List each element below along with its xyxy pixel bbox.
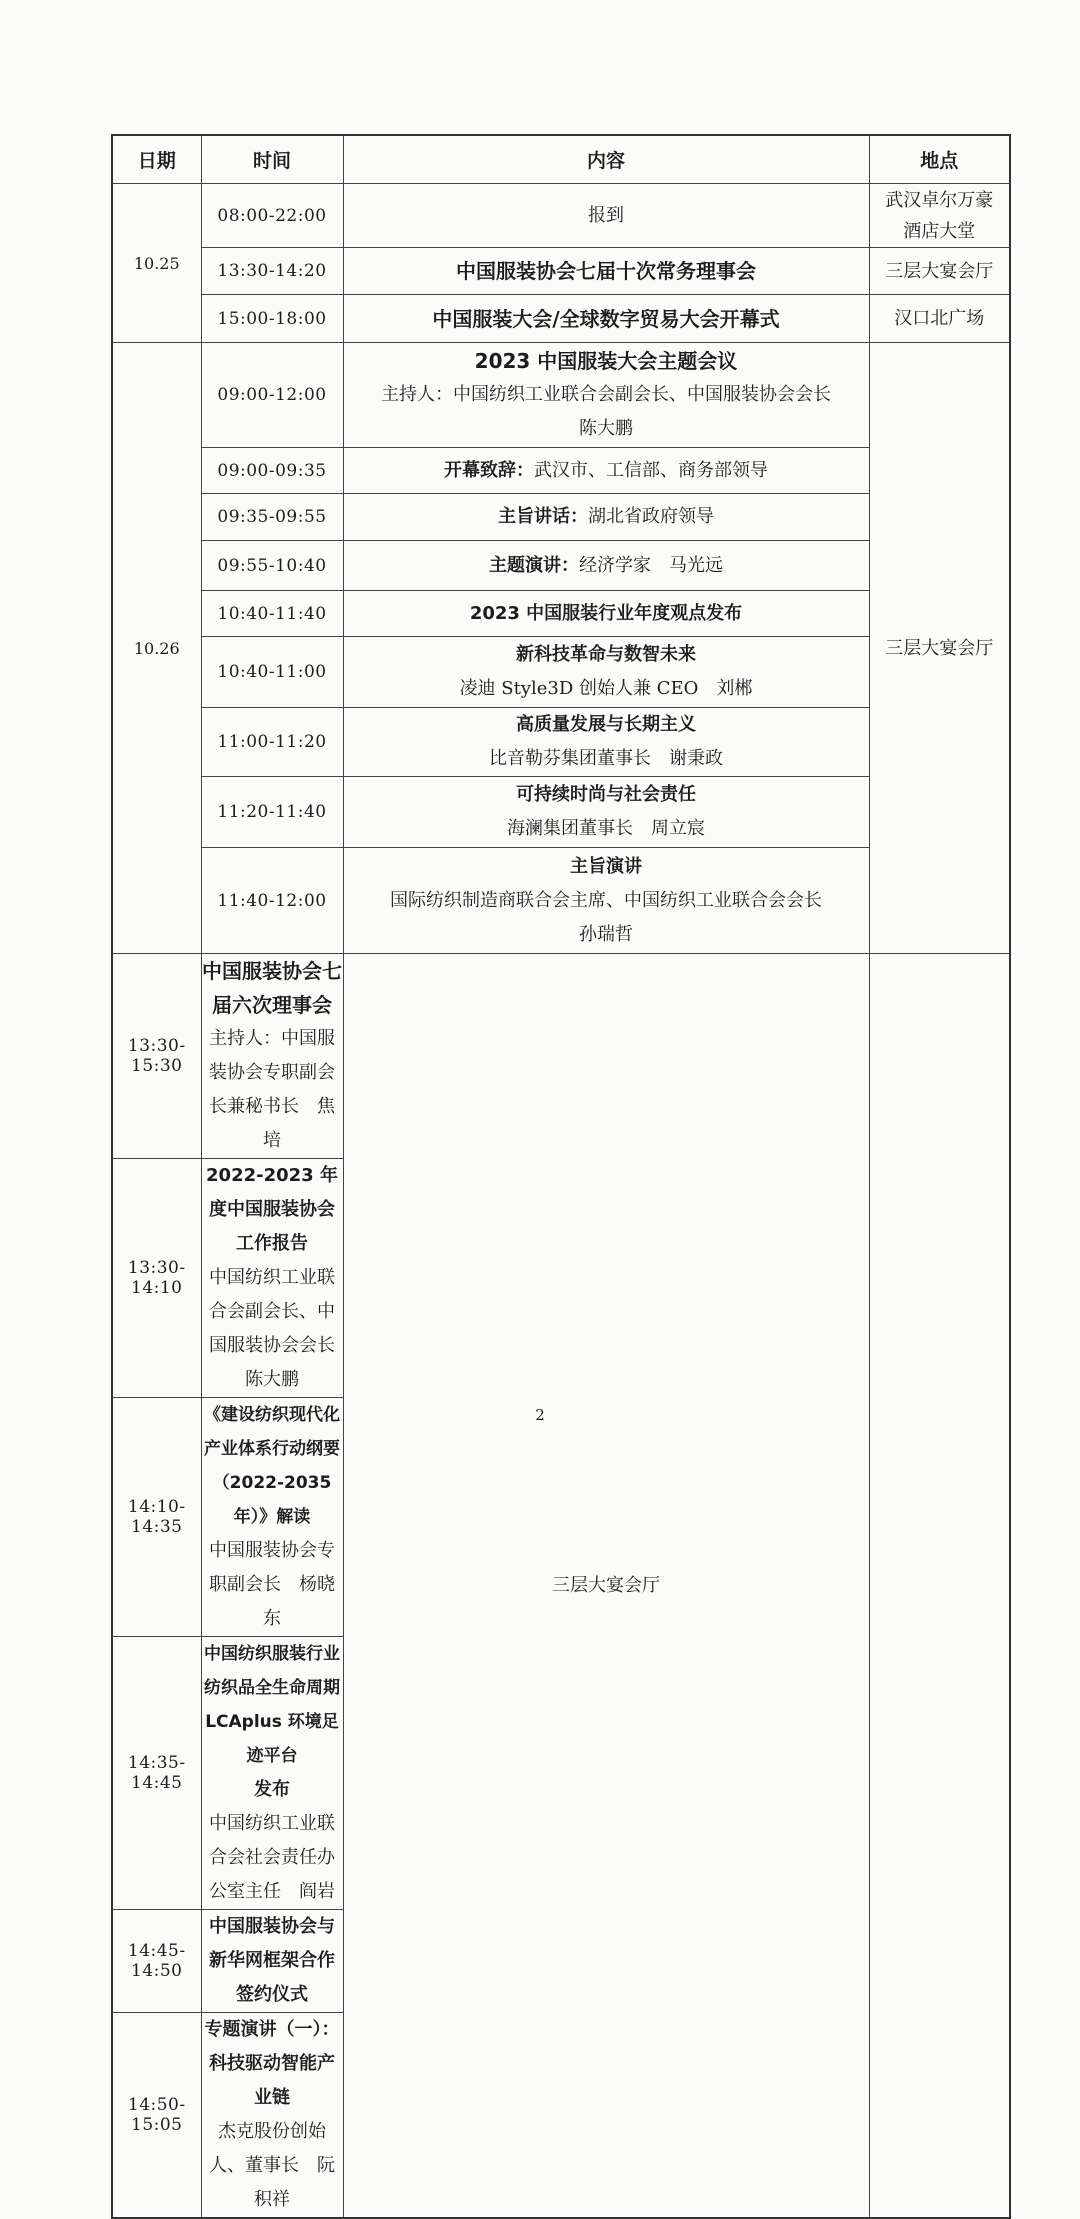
content-line: 主持人：中国服装协会专职副会长兼秘书长 焦培: [209, 1028, 335, 1151]
content-label: 主旨讲话：: [498, 506, 588, 527]
venue-cell: 汉口北广场: [869, 295, 1010, 343]
content-cell: [201, 2013, 343, 2219]
content-line: 中国纺织工业联合会社会责任办公室主任 阎岩: [209, 1813, 335, 1902]
content-cell: [343, 295, 869, 343]
content-cell: [343, 494, 869, 541]
content-line: 海澜集团董事长 周立宸: [507, 818, 705, 839]
table-row: [112, 343, 1010, 448]
content-cell: [343, 637, 869, 708]
time-cell: 10:40-11:00: [201, 637, 343, 708]
content-text: 武汉市、工信部、商务部领导: [534, 459, 768, 481]
header-date: 日期: [112, 135, 201, 184]
content-cell: [343, 184, 869, 248]
content-title: 中国服装协会七届六次理事会: [202, 959, 342, 1017]
content-cell: [343, 848, 869, 954]
content-title: 2022-2023 年度中国服装协会工作报告: [206, 1165, 338, 1254]
time-cell: 13:30-14:10: [112, 1159, 201, 1398]
header-time: 时间: [201, 135, 343, 184]
header-venue: 地点: [869, 135, 1010, 184]
content-cell: [343, 343, 869, 448]
content-cell: [201, 954, 343, 1159]
time-cell: 09:55-10:40: [201, 541, 343, 591]
time-cell: 13:30-15:30: [112, 954, 201, 1159]
content-title: 《建设纺织现代化产业体系行动纲要（2022-2035 年）》解读: [204, 1405, 340, 1527]
content-title: 中国纺织服装行业纺织品全生命周期 LCAplus 环境足迹平台: [204, 1644, 340, 1766]
venue-cell: 三层大宴会厅: [869, 248, 1010, 295]
page-number: 2: [535, 1406, 545, 1424]
content-line: 国际纺织制造商联合会主席、中国纺织工业联合会会长: [390, 889, 822, 911]
content-line: 凌迪 Style3D 创始人兼 CEO 刘郴: [459, 678, 753, 699]
header-row: [112, 135, 1010, 184]
table-row: [112, 184, 1010, 248]
schedule-table: [111, 134, 1011, 2219]
content-label: 主题演讲：: [489, 554, 579, 576]
time-cell: 15:00-18:00: [201, 295, 343, 343]
content-text: 湖北省政府领导: [588, 506, 714, 527]
time-cell: 11:20-11:40: [201, 777, 343, 848]
content-title: 中国服装协会与新华网框架合作签约仪式: [209, 1916, 335, 2005]
table-row: [112, 295, 1010, 343]
time-cell: 11:00-11:20: [201, 708, 343, 777]
content-line: 主持人：中国纺织工业联合会副会长、中国服装协会会长: [381, 384, 831, 405]
time-cell: 08:00-22:00: [201, 184, 343, 248]
table-row: [112, 248, 1010, 295]
content-cell: [201, 1159, 353, 1398]
time-cell: 09:35-09:55: [201, 494, 343, 541]
venue-line: 酒店大堂: [903, 220, 976, 242]
content-line: 陈大鹏: [579, 418, 633, 439]
time-cell: 13:30-14:20: [201, 248, 343, 295]
content-line: 中国服装协会专职副会长 杨晓东: [209, 1540, 335, 1629]
content-cell: [343, 591, 869, 637]
content-cell: [343, 541, 869, 591]
time-cell: 09:00-09:35: [201, 448, 343, 494]
content-line: 比音勒芬集团董事长 谢秉政: [489, 748, 723, 769]
content-cell: [201, 1398, 343, 1637]
content-cell: [201, 1637, 343, 1910]
header-content: 内容: [343, 135, 869, 184]
time-cell: 14:45-14:50: [112, 1910, 201, 2013]
time-cell: 09:00-12:00: [201, 343, 343, 448]
venue-line: 武汉卓尔万豪: [885, 189, 994, 211]
content-line: 报到: [588, 204, 624, 226]
content-cell: [343, 448, 869, 494]
content-title: 新科技革命与数智未来: [516, 644, 696, 665]
content-line: 中国纺织工业联合会副会长、中国服装协会会长 陈大鹏: [209, 1267, 353, 1390]
content-cell: [201, 1910, 343, 2013]
time-cell: 14:35-14:45: [112, 1637, 201, 1910]
content-title: 高质量发展与长期主义: [516, 714, 696, 735]
content-cell: [343, 248, 869, 295]
venue-cell: [869, 184, 1010, 248]
content-label: 开幕致辞：: [444, 459, 534, 481]
date-cell: 10.25: [112, 184, 201, 343]
content-title: 中国服装大会/全球数字贸易大会开幕式: [432, 306, 780, 331]
content-title: 2023 中国服装行业年度观点发布: [469, 602, 743, 624]
table-row: [112, 954, 1010, 1159]
time-cell: 14:50-15:05: [112, 2013, 201, 2219]
date-cell: 10.26: [112, 343, 201, 954]
time-cell: 11:40-12:00: [201, 848, 343, 954]
time-cell: 10:40-11:40: [201, 591, 343, 637]
content-line: 杰克股份创始人、董事长 阮积祥: [209, 2121, 335, 2210]
time-cell: 14:10-14:35: [112, 1398, 201, 1637]
content-text: 经济学家 马光远: [579, 554, 723, 576]
content-title: 2023 中国服装大会主题会议: [474, 349, 738, 373]
content-title: 可持续时尚与社会责任: [516, 784, 696, 805]
content-title: 专题演讲（一）：科技驱动智能产业链: [204, 2019, 340, 2108]
content-title: 发布: [254, 1779, 290, 1800]
venue-cell: 三层大宴会厅: [869, 343, 1010, 954]
content-line: 孙瑞哲: [579, 923, 633, 945]
content-cell: [343, 777, 869, 848]
content-title: 中国服装协会七届十次常务理事会: [456, 259, 756, 283]
content-title: 主旨演讲: [570, 855, 642, 877]
venue-cell: 三层大宴会厅: [343, 954, 869, 2219]
content-cell: [343, 708, 869, 777]
